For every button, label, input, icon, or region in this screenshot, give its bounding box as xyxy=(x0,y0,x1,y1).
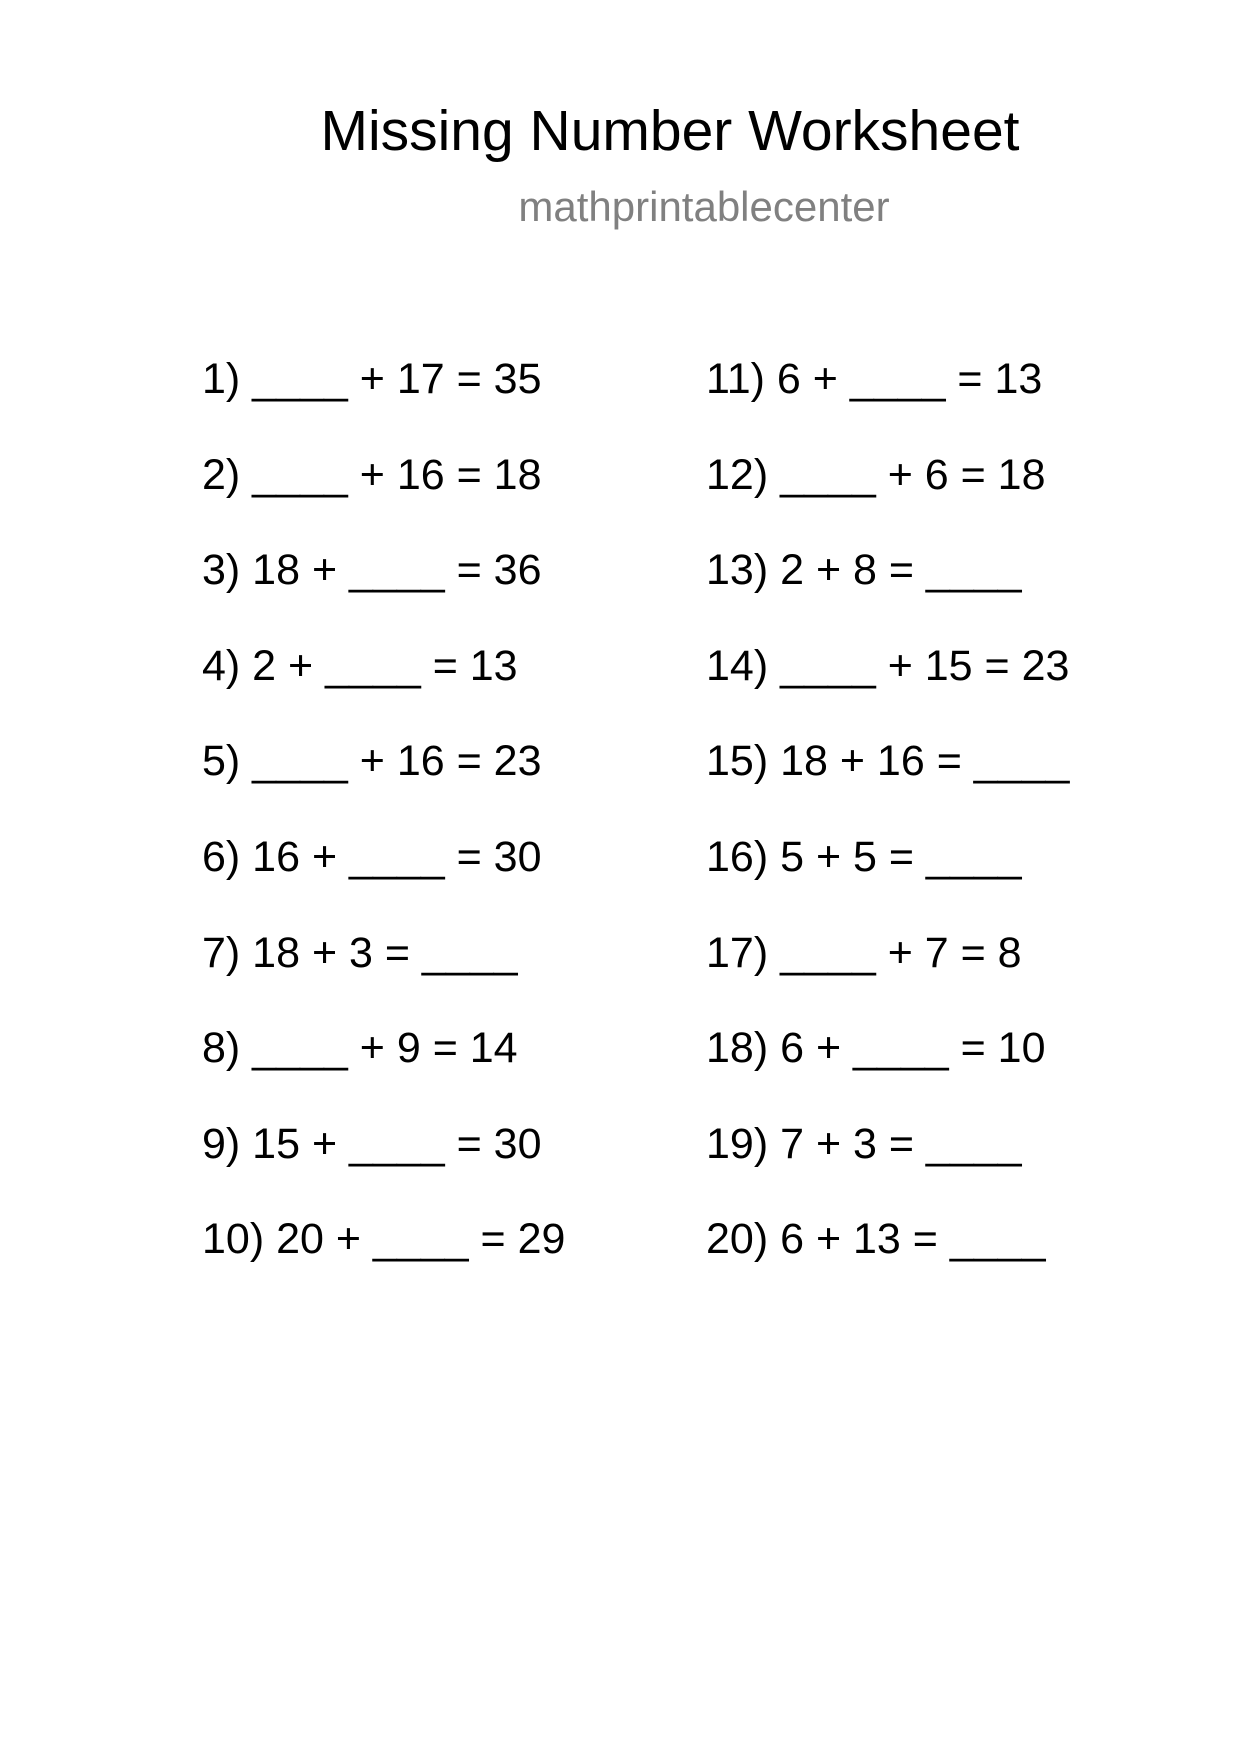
problem-9: 9) 15 + ____ = 30 xyxy=(202,1119,542,1168)
worksheet-subtitle: mathprintablecenter xyxy=(518,183,890,230)
problem-4: 4) 2 + ____ = 13 xyxy=(202,641,518,690)
problem-19: 19) 7 + 3 = ____ xyxy=(706,1119,1022,1168)
problem-17: 17) ____ + 7 = 8 xyxy=(706,928,1022,977)
problems-column-left xyxy=(202,352,565,1308)
problem-2: 2) ____ + 16 = 18 xyxy=(202,450,542,499)
problem-7: 7) 18 + 3 = ____ xyxy=(202,928,518,977)
problem-12: 12) ____ + 6 = 18 xyxy=(706,450,1046,499)
problems-column-right xyxy=(706,352,1069,1308)
problem-15: 15) 18 + 16 = ____ xyxy=(706,737,1070,786)
problem-20: 20) 6 + 13 = ____ xyxy=(706,1215,1046,1264)
problem-1: 1) ____ + 17 = 35 xyxy=(202,355,542,403)
problem-14: 14) ____ + 15 = 23 xyxy=(706,641,1070,690)
problem-16: 16) 5 + 5 = ____ xyxy=(706,832,1022,881)
problem-8: 8) ____ + 9 = 14 xyxy=(202,1024,518,1073)
worksheet-title: Missing Number Worksheet xyxy=(320,99,1020,163)
problem-11: 11) 6 + ____ = 13 xyxy=(706,355,1043,403)
problem-5: 5) ____ + 16 = 23 xyxy=(202,737,542,786)
problem-3: 3) 18 + ____ = 36 xyxy=(202,546,542,595)
problem-6: 6) 16 + ____ = 30 xyxy=(202,832,542,881)
problem-10: 10) 20 + ____ = 29 xyxy=(202,1215,566,1264)
problem-13: 13) 2 + 8 = ____ xyxy=(706,546,1022,595)
problem-18: 18) 6 + ____ = 10 xyxy=(706,1024,1046,1073)
